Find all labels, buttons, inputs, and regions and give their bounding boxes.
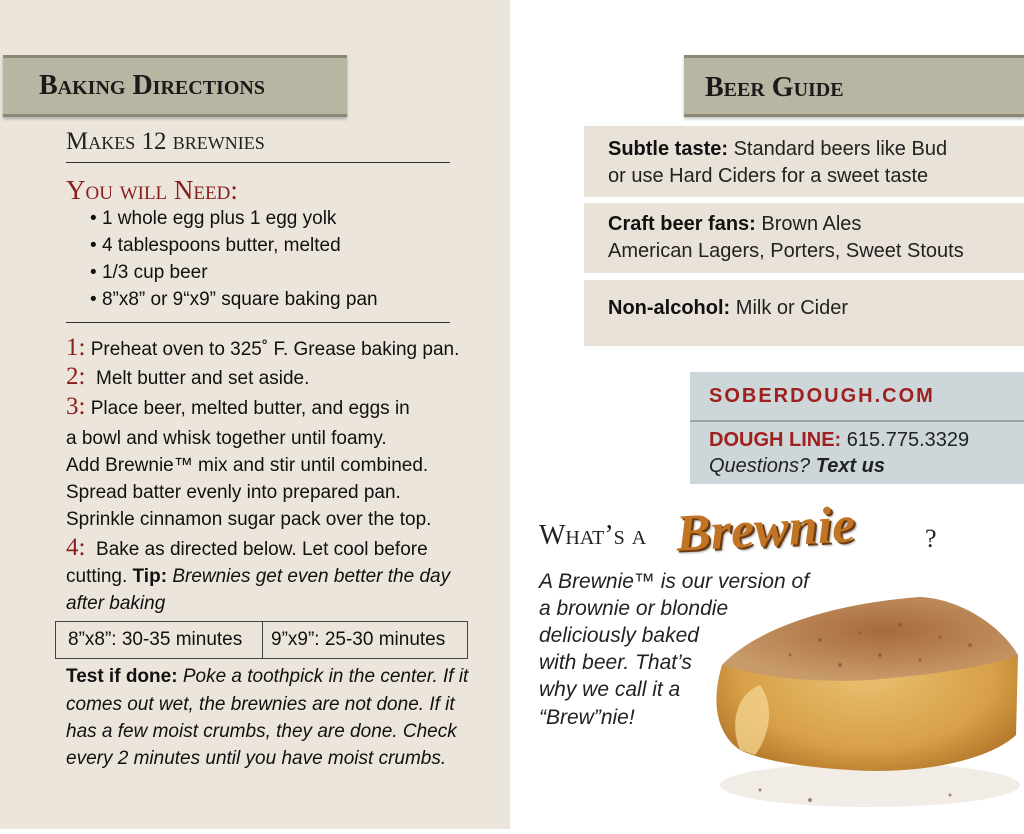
test-if-done-line: every 2 minutes until you have moist crumbs. <box>66 748 447 769</box>
step-3: 3: Place beer, melted butter, and eggs in <box>66 393 410 420</box>
intro-line: A Brewnie™ is our version of <box>539 570 809 593</box>
divider-mid <box>66 322 450 323</box>
test-if-done: Test if done: Poke a toothpick in the center. If it <box>66 666 469 687</box>
phone-number[interactable]: 615.775.3329 <box>846 429 970 451</box>
step-1: 1: Preheat oven to 325˚ F. Grease baking pan. <box>66 334 460 361</box>
bake-time-9x9: 9”x9”: 25-30 minutes <box>271 629 446 650</box>
step-4-line: cutting. Tip: Brewnies get even better the day <box>66 566 451 587</box>
intro-line: why we call it a <box>539 678 681 701</box>
step-3-line: Spread batter evenly into prepared pan. <box>66 482 401 503</box>
intro-line: deliciously baked <box>539 624 699 647</box>
beer-guide-item: Subtle taste: Standard beers like Bud or use Hard Ciders for a sweet taste <box>584 126 1024 197</box>
step-2: 2: Melt butter and set aside. <box>66 363 310 390</box>
intro-line: with beer. That’s <box>539 651 692 674</box>
step-4: 4: Bake as directed below. Let cool before <box>66 534 428 561</box>
brewnie-logo: Brewnie <box>674 496 857 563</box>
ingredient-item: • 1 whole egg plus 1 egg yolk <box>90 208 337 229</box>
ingredient-item: • 4 tablespoons butter, melted <box>90 235 341 256</box>
website-box <box>690 372 1024 420</box>
brewnie-photo <box>700 585 1024 829</box>
intro-line: a brownie or blondie <box>539 597 729 620</box>
step-4-line: after baking <box>66 593 166 614</box>
makes-count: Makes 12 brewnies <box>66 128 265 155</box>
divider-top <box>66 162 450 163</box>
test-if-done-line: comes out wet, the brewnies are not done. If it <box>66 694 455 715</box>
test-if-done-line: has a few moist crumbs, they are done. Check <box>66 721 457 742</box>
beer-guide-item: Craft beer fans: Brown Ales American Lagers, Porters, Sweet Stouts <box>584 203 1024 273</box>
intro-line: “Brew”nie! <box>539 706 635 729</box>
step-3-line: Sprinkle cinnamon sugar pack over the top. <box>66 509 432 530</box>
step-3-line: Add Brewnie™ mix and stir until combined. <box>66 455 429 476</box>
you-will-need-heading: You will Need: <box>66 175 238 205</box>
website-link[interactable]: SOBERDOUGH.COM <box>709 385 935 407</box>
whats-a-heading: What’s a <box>539 520 647 551</box>
step-3-line: a bowl and whisk together until foamy. <box>66 428 387 449</box>
baking-directions-title: Baking Directions <box>39 70 265 101</box>
ingredient-item: • 1/3 cup beer <box>90 262 208 283</box>
bake-time-table <box>55 621 468 659</box>
beer-guide-title: Beer Guide <box>705 72 844 103</box>
heading-question-mark: ? <box>925 524 937 553</box>
beer-guide-item: Non-alcohol: Milk or Cider <box>584 280 1024 346</box>
dough-line-box: DOUGH LINE: 615.775.3329 Questions? Text us <box>690 422 1024 484</box>
bake-time-8x8: 8”x8”: 30-35 minutes <box>56 622 263 658</box>
ingredient-item: • 8”x8” or 9“x9” square baking pan <box>90 289 378 310</box>
